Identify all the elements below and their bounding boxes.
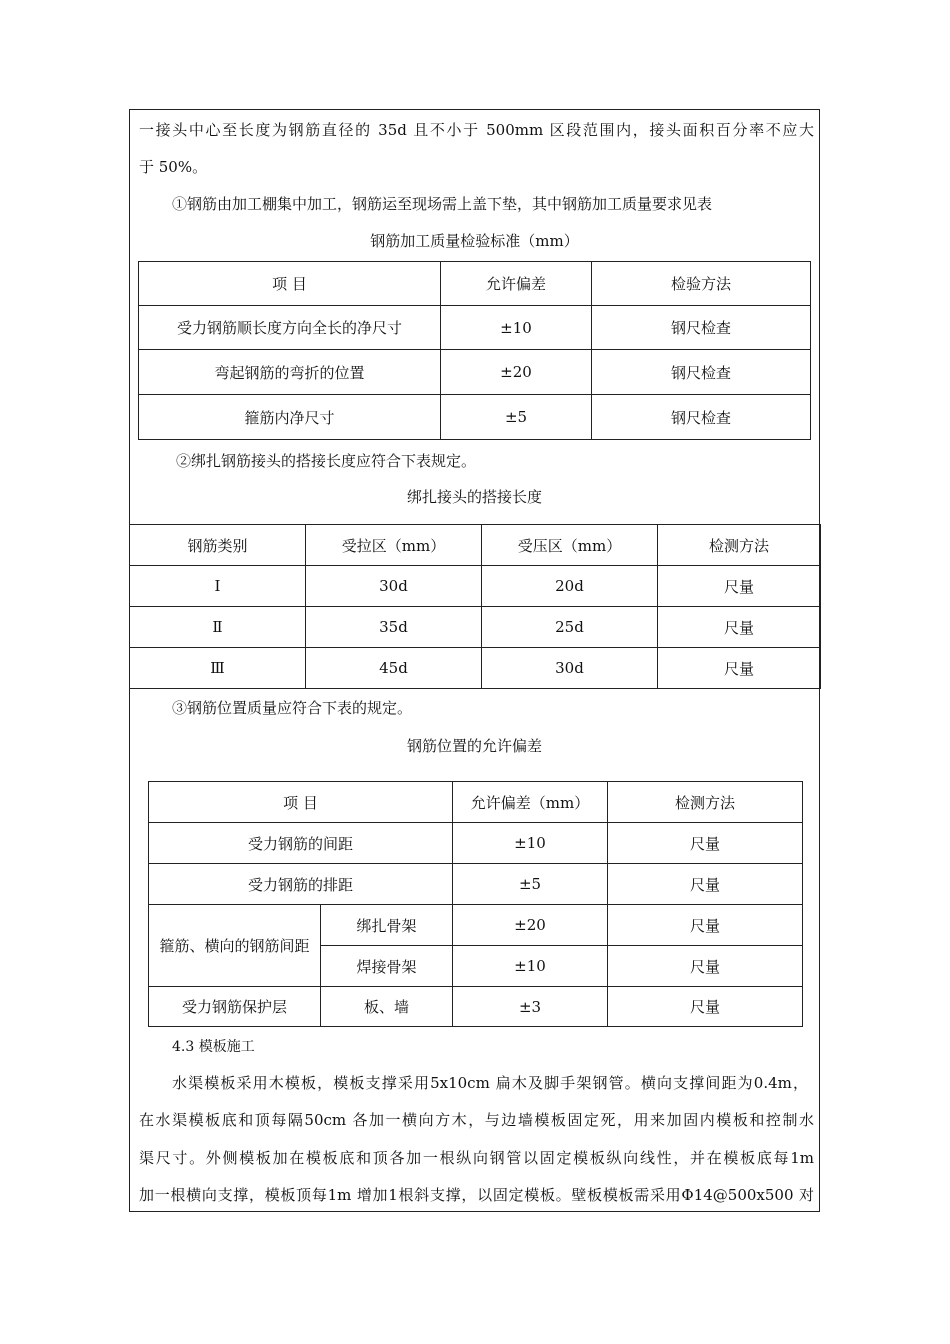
- compression-cell: 30d: [482, 648, 658, 689]
- grade-cell: Ⅲ: [130, 648, 306, 689]
- method-cell: 钢尺检查: [592, 395, 811, 440]
- table-row: [130, 648, 821, 689]
- section4-line-1: 水渠模板采用木模板，模板支撑采用5x10cm 扁木及脚手架钢管。横向支撑间距为0.4m，: [172, 1074, 808, 1092]
- table-header-row: [130, 525, 821, 566]
- method-cell: 尺量: [608, 823, 803, 864]
- tolerance-cell: ±20: [441, 350, 592, 395]
- table-row: [139, 306, 811, 350]
- item-cell: 受力钢筋保护层: [149, 987, 321, 1027]
- tolerance-cell: ±10: [453, 823, 608, 864]
- tolerance-cell: ±20: [453, 905, 608, 946]
- lap-length-table: [129, 524, 821, 689]
- section2-table-title: 绑扎接头的搭接长度: [406, 488, 542, 506]
- header-cell: 项 目: [149, 782, 453, 823]
- header-cell: 允许偏差: [441, 262, 592, 306]
- section3-table-title: 钢筋位置的允许偏差: [406, 737, 542, 755]
- section3-paragraph: ③钢筋位置质量应符合下表的规定。: [172, 699, 413, 717]
- tolerance-cell: ±5: [453, 864, 608, 905]
- method-cell: 尺量: [658, 566, 821, 607]
- header-cell: 检测方法: [608, 782, 803, 823]
- header-cell: 项 目: [139, 262, 441, 306]
- header-cell: 检验方法: [592, 262, 811, 306]
- table-row: [130, 607, 821, 648]
- item-cell: 箍筋、横向的钢筋间距: [149, 905, 321, 987]
- table-row: [130, 566, 821, 607]
- tension-cell: 45d: [306, 648, 482, 689]
- tolerance-cell: ±3: [453, 987, 608, 1027]
- section1-paragraph: ①钢筋由加工棚集中加工，钢筋运至现场需上盖下垫，其中钢筋加工质量要求见表: [172, 195, 713, 213]
- tension-cell: 30d: [306, 566, 482, 607]
- header-cell: 受拉区（mm）: [306, 525, 482, 566]
- method-cell: 尺量: [658, 607, 821, 648]
- method-cell: 尺量: [608, 987, 803, 1027]
- method-cell: 尺量: [608, 946, 803, 987]
- section4-line-2: 在水渠模板底和顶每隔50cm 各加一横向方木，与边墙模板固定死，用来加固内模板和控制水: [139, 1111, 814, 1129]
- tolerance-cell: ±10: [453, 946, 608, 987]
- header-cell: 受压区（mm）: [482, 525, 658, 566]
- section4-line-3: 渠尺寸。外侧模板加在模板底和顶各加一根纵向钢管以固定模板纵向线性，并在模板底每1m: [139, 1149, 814, 1167]
- sub-item-cell: 焊接骨架: [321, 946, 453, 987]
- compression-cell: 20d: [482, 566, 658, 607]
- tolerance-cell: ±5: [441, 395, 592, 440]
- section1-table-title: 钢筋加工质量检验标准（mm）: [370, 232, 579, 250]
- position-tolerance-table: [148, 781, 803, 1027]
- sub-item-cell: 板、墙: [321, 987, 453, 1027]
- tolerance-cell: ±10: [441, 306, 592, 350]
- compression-cell: 25d: [482, 607, 658, 648]
- processing-quality-table: [138, 261, 811, 440]
- table-row: [139, 395, 811, 440]
- header-cell: 检测方法: [658, 525, 821, 566]
- item-cell: 受力钢筋顺长度方向全长的净尺寸: [139, 306, 441, 350]
- section4-line-4: 加一根横向支撑，模板顶每1m 增加1根斜支撑，以固定模板。壁板模板需采用Φ14@500x500 对: [139, 1186, 814, 1204]
- section4-heading: 4.3 模板施工: [172, 1039, 255, 1055]
- header-cell: 钢筋类别: [130, 525, 306, 566]
- item-cell: 弯起钢筋的弯折的位置: [139, 350, 441, 395]
- table-header-row: [139, 262, 811, 306]
- intro-line-2: 于 50%。: [139, 158, 208, 176]
- section2-paragraph: ②绑扎钢筋接头的搭接长度应符合下表规定。: [176, 452, 477, 470]
- table-header-row: [149, 782, 803, 823]
- table-row: [149, 987, 803, 1027]
- method-cell: 钢尺检查: [592, 306, 811, 350]
- item-cell: 箍筋内净尺寸: [139, 395, 441, 440]
- grade-cell: Ⅰ: [130, 566, 306, 607]
- tension-cell: 35d: [306, 607, 482, 648]
- method-cell: 尺量: [608, 905, 803, 946]
- grade-cell: Ⅱ: [130, 607, 306, 648]
- sub-item-cell: 绑扎骨架: [321, 905, 453, 946]
- table-row: [149, 864, 803, 905]
- method-cell: 尺量: [658, 648, 821, 689]
- item-cell: 受力钢筋的间距: [149, 823, 453, 864]
- intro-line-1: 一接头中心至长度为钢筋直径的 35d 且不小于 500mm 区段范围内，接头面积百分率不应大: [139, 121, 814, 139]
- method-cell: 钢尺检查: [592, 350, 811, 395]
- table-row: [149, 823, 803, 864]
- table-row: [149, 905, 803, 946]
- item-cell: 受力钢筋的排距: [149, 864, 453, 905]
- header-cell: 允许偏差（mm）: [453, 782, 608, 823]
- table-row: [139, 350, 811, 395]
- method-cell: 尺量: [608, 864, 803, 905]
